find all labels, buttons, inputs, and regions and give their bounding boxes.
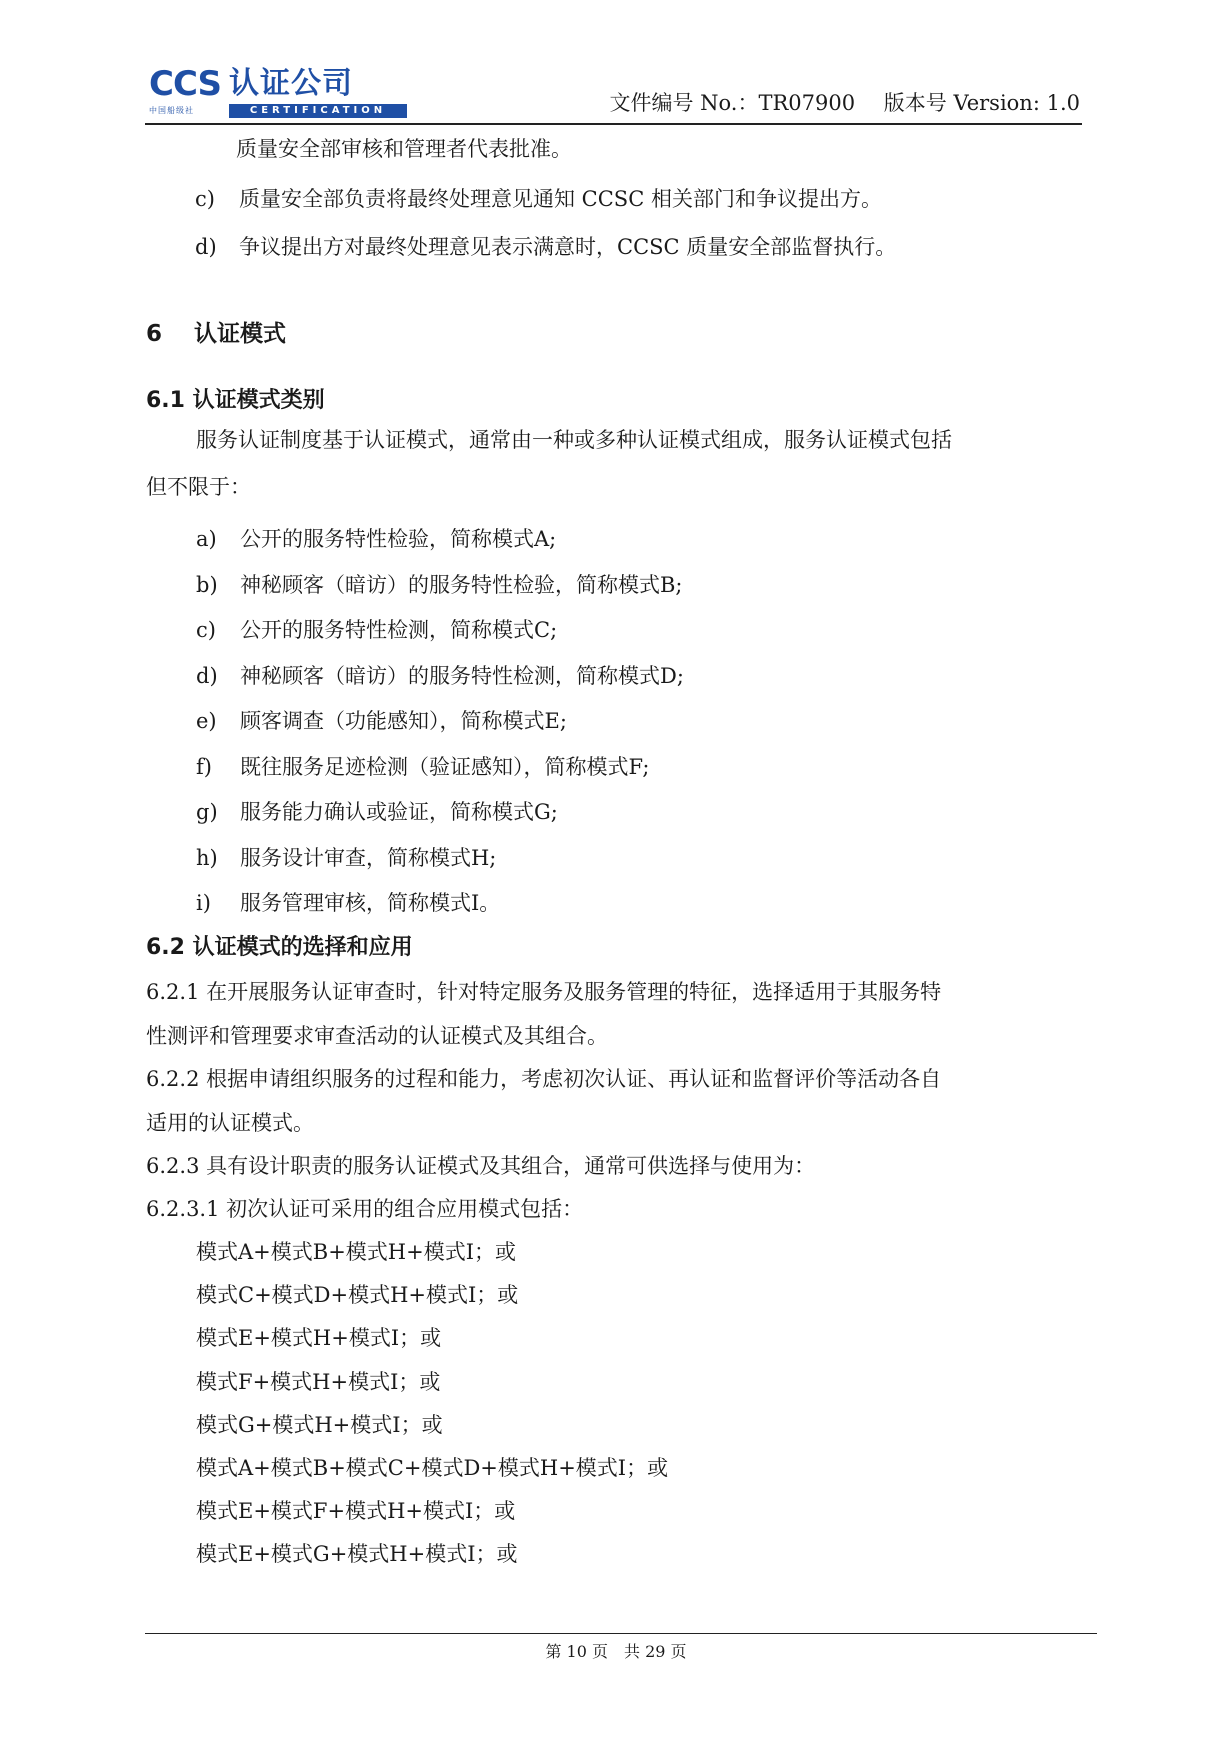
section-6-heading: [146, 318, 286, 350]
item-text: 神秘顾客（暗访）的服务特性检验，简称模式B;: [240, 573, 683, 597]
item-text: 服务能力确认或验证，简称模式G;: [240, 800, 558, 824]
section-6-1-heading: 6.1 认证模式类别: [146, 388, 325, 413]
item-label: c): [195, 187, 215, 211]
page-number: 第 10 页: [545, 1642, 608, 1661]
item-text: 服务设计审查，简称模式H;: [240, 846, 497, 870]
item-label: d): [196, 664, 218, 688]
logo-certification-band: CERTIFICATION: [229, 104, 407, 118]
company-logo: [149, 66, 409, 126]
mode-list-item: [196, 888, 500, 918]
section-6-1-paragraph-line2: 但不限于：: [146, 475, 251, 499]
clause-6-2-1-line2: 性测评和管理要求审查活动的认证模式及其组合。: [146, 1024, 608, 1048]
item-label: f): [196, 755, 212, 779]
clause-6-2-3-1: 6.2.3.1 初次认证可采用的组合应用模式包括：: [146, 1197, 584, 1221]
logo-ccs-text: CCS: [149, 64, 222, 104]
document-version: 版本号 Version: 1.0: [883, 91, 1080, 115]
mode-combination: 模式A+模式B+模式H+模式I；或: [196, 1240, 516, 1264]
footer-divider: [145, 1633, 1097, 1634]
intro-item-d: [195, 232, 896, 262]
section-6-2-heading: 6.2 认证模式的选择和应用: [146, 935, 413, 960]
item-label: b): [196, 573, 218, 597]
item-text: 公开的服务特性检验，简称模式A;: [240, 527, 557, 551]
header-divider: [145, 123, 1082, 125]
item-text: 质量安全部负责将最终处理意见通知 CCSC 相关部门和争议提出方。: [239, 187, 882, 211]
item-label: i): [196, 891, 211, 915]
item-label: e): [196, 709, 217, 733]
mode-list-item: [196, 615, 557, 645]
mode-combination: 模式E+模式G+模式H+模式I；或: [196, 1542, 518, 1566]
mode-list-item: [196, 661, 684, 691]
document-number: 文件编号 No.：TR07900: [609, 91, 856, 115]
mode-list-item: [196, 706, 567, 736]
logo-chinese-text: 认证公司: [229, 66, 353, 101]
document-meta: [540, 88, 1080, 118]
item-text: 神秘顾客（暗访）的服务特性检测，简称模式D;: [240, 664, 684, 688]
item-label: a): [196, 527, 217, 551]
logo-subtitle: 中国船级社: [149, 106, 194, 115]
mode-list-item: [196, 524, 556, 554]
intro-item-c: [195, 184, 882, 214]
mode-combination: 模式C+模式D+模式H+模式I；或: [196, 1283, 519, 1307]
page-footer: [0, 1640, 1232, 1664]
item-label: h): [196, 846, 218, 870]
item-text: 服务管理审核，简称模式I。: [240, 891, 501, 915]
clause-6-2-3: 6.2.3 具有设计职责的服务认证模式及其组合，通常可供选择与使用为：: [146, 1154, 816, 1178]
section-number: 6: [146, 321, 163, 347]
item-label: g): [196, 800, 218, 824]
section-title: 认证模式: [194, 321, 287, 347]
mode-combination: 模式G+模式H+模式I；或: [196, 1413, 443, 1437]
mode-list-item: [196, 843, 496, 873]
item-label: d): [195, 235, 217, 259]
item-text: 顾客调查（功能感知），简称模式E;: [240, 709, 567, 733]
section-6-1-paragraph-line1: 服务认证制度基于认证模式，通常由一种或多种认证模式组成，服务认证模式包括: [196, 428, 952, 452]
clause-6-2-1-line1: 6.2.1 在开展服务认证审查时，针对特定服务及服务管理的特征，选择适用于其服务特: [146, 980, 942, 1004]
mode-list-item: [196, 752, 649, 782]
item-text: 争议提出方对最终处理意见表示满意时，CCSC 质量安全部监督执行。: [239, 235, 897, 259]
intro-continuation: 质量安全部审核和管理者代表批准。: [236, 137, 572, 161]
clause-6-2-2-line2: 适用的认证模式。: [146, 1111, 314, 1135]
mode-combination: 模式A+模式B+模式C+模式D+模式H+模式I；或: [196, 1456, 669, 1480]
mode-combination: 模式F+模式H+模式I；或: [196, 1370, 441, 1394]
mode-combination: 模式E+模式H+模式I；或: [196, 1326, 442, 1350]
mode-list-item: [196, 797, 558, 827]
item-text: 公开的服务特性检测，简称模式C;: [240, 618, 558, 642]
clause-6-2-2-line1: 6.2.2 根据申请组织服务的过程和能力，考虑初次认证、再认证和监督评价等活动各自: [146, 1067, 942, 1091]
mode-list-item: [196, 570, 683, 600]
mode-combination: 模式E+模式F+模式H+模式I；或: [196, 1499, 516, 1523]
item-text: 既往服务足迹检测（验证感知），简称模式F;: [240, 755, 650, 779]
page-total: 共 29 页: [624, 1642, 687, 1661]
item-label: c): [196, 618, 216, 642]
